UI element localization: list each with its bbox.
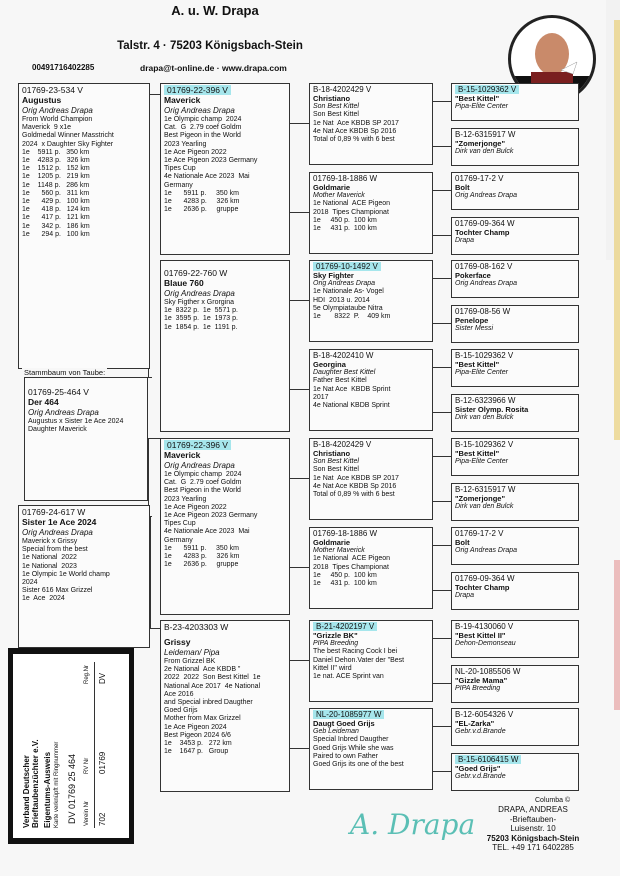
header-contact: drapa@t-online.de · www.drapa.com	[140, 63, 287, 73]
detail-line: 1e 431 p. 100 km	[313, 580, 377, 588]
detail-line: 2023 Yearling	[164, 140, 207, 148]
breeder: Mother Maverick	[313, 192, 365, 200]
card-title: Eigentums-Ausweis	[43, 751, 52, 828]
breeder: Orig Andreas Drapa	[455, 280, 517, 288]
pigeon-name: "Best Kittel"	[455, 94, 500, 103]
ring-number: B-18-4202410 W	[313, 351, 374, 360]
header-address: Talstr. 4 · 75203 Königsbach-Stein	[117, 40, 303, 52]
ring-number: 01769-17-2 V	[455, 529, 504, 538]
detail-lines	[28, 418, 144, 434]
ring-number: 01769-09-364 W	[455, 574, 515, 583]
detail-line: Cat. G 2.79 coef Goldm	[164, 124, 242, 132]
pigeon-name: Goldmarie	[313, 538, 351, 547]
ring-number: 01769-08-56 W	[455, 307, 511, 316]
detail-line: Goed Grijs its one of the best	[313, 761, 404, 769]
detail-line: 1e 1854 p. 1e 1191 p.	[164, 323, 238, 331]
detail-line: Best Pigeon in the World	[164, 487, 241, 495]
pigeon-name: Tochter Champ	[455, 228, 510, 237]
detail-line: 1e Nat Ace KBDB Sprint	[313, 385, 391, 393]
pigeon-name: Grissy	[164, 637, 191, 647]
breeder: Orig Andreas Drapa	[455, 547, 517, 555]
card-rotated	[18, 658, 128, 834]
grandparent-card	[309, 260, 433, 342]
breeder: PIPA Breeding	[313, 640, 359, 648]
ring-number: B-21-4202197 V	[313, 622, 429, 632]
signature: A. Drapa	[350, 808, 476, 841]
detail-line: 1e 4283 p. 326 km	[22, 157, 90, 165]
detail-line: 1e Ace Pigeon 2024	[164, 723, 227, 731]
header-phone: 00491716402285	[32, 63, 95, 72]
pigeon-name: "Best Kittel II"	[455, 631, 506, 640]
great-grandparent-card	[451, 305, 579, 343]
detail-line: Paired to own Father	[313, 752, 378, 760]
detail-line: 1e National ACE Pigeon	[313, 555, 391, 563]
detail-lines	[313, 736, 429, 769]
ring-number: B-18-4202429 V	[313, 440, 372, 449]
detail-line: 1e 4283 p. 326 km	[164, 553, 240, 561]
detail-line: 1e 450 p. 100 km	[313, 216, 377, 224]
detail-line: Tipes Cup	[164, 520, 196, 528]
breeder: Orig Andreas Drapa	[164, 289, 235, 298]
grandparent-card	[309, 172, 433, 254]
detail-line: 2024 x Daughter Sky Fighter	[22, 140, 114, 148]
detail-line: 1e 431 p. 100 km	[313, 225, 377, 233]
card-number: DV 01769 25 464	[67, 753, 77, 824]
breeder: Son Best Kittel	[313, 103, 359, 111]
grandparent-card	[309, 620, 433, 702]
pigeon-name: Maverick	[164, 95, 201, 105]
detail-line: 1e 4283 p. 326 km	[164, 198, 240, 206]
breeder: Dirk van den Bulck	[455, 503, 514, 511]
ring-number: B-15-6106415 W	[455, 755, 575, 765]
breeder: Orig Andreas Drapa	[313, 280, 375, 288]
detail-line: 1e 2636 p. gruppe	[164, 206, 239, 214]
detail-line: Cat. G 2.79 coef Goldm	[164, 479, 242, 487]
detail-line: 1e Ace 2024	[22, 595, 65, 603]
subject3-card	[18, 505, 150, 648]
detail-line: 1e 3453 p. 272 km	[164, 740, 232, 748]
detail-line: Goldmedal Winner Masstricht	[22, 132, 114, 140]
great-grandparent-card	[451, 83, 579, 121]
detail-line: Sky Figther x Grorgina	[164, 299, 235, 306]
detail-line: Germany	[164, 536, 193, 544]
detail-line: 1e 5911 p. 350 km	[164, 189, 239, 197]
breeder: Geb Leideman	[313, 728, 359, 736]
detail-line: Daniel Dehon.Vater der "Best	[313, 656, 405, 664]
detail-line: and Special inbred Daugther	[164, 699, 253, 707]
detail-line: 1e 560 p. 311 km	[22, 189, 90, 197]
breeder: Orig Andreas Drapa	[22, 528, 93, 537]
pigeon-name: "EL-Zarka"	[455, 719, 495, 728]
detail-lines	[164, 658, 286, 756]
card-rv-value: 01769	[98, 751, 107, 774]
detail-line: 1e 2636 p. gruppe	[164, 561, 239, 569]
detail-line: 1e nat. ACE Sprint van	[313, 673, 384, 681]
pigeon-name: Pokerface	[455, 271, 491, 280]
great-grandparent-card	[451, 128, 579, 166]
breeder: Gebr.v.d.Brande	[455, 773, 506, 781]
detail-line: Germany	[164, 181, 193, 189]
ring-number: NL-20-1085506 W	[455, 667, 521, 676]
pigeon-name: "Best Kittel"	[455, 360, 500, 369]
ring-number: 01769-17-2 V	[455, 174, 504, 183]
detail-line: 1e Nat Ace KBDB SP 2017	[313, 474, 399, 482]
breeder: Dehon-Demonseau	[455, 640, 516, 648]
ring-number: 01769-23-534 V	[22, 85, 83, 95]
breeder: Mother Maverick	[313, 547, 365, 555]
detail-line: 1e 5911 p. 350 km	[164, 544, 239, 552]
breeder: Drapa	[455, 592, 475, 600]
detail-line: Mother from Max Grizzel	[164, 715, 241, 723]
detail-line: From Grizzel BK	[164, 658, 216, 665]
detail-line: Goed Grijs	[164, 707, 198, 715]
detail-line: 2e National Ace KBDB "	[164, 666, 241, 674]
detail-line: Maverick x Grissy	[22, 538, 78, 545]
great-grandparent-card	[451, 217, 579, 255]
detail-line: 1e National 2023	[22, 562, 77, 570]
ring-number: 01769-10-1492 V	[313, 262, 429, 272]
detail-line: 1e 1205 p. 219 km	[22, 173, 90, 181]
detail-line: 1e Olympic 1e World champ	[22, 570, 110, 578]
detail-line: 2022 2022 Son Best Kittel 1e	[164, 674, 261, 682]
detail-line: The best Racing Cock I bei	[313, 648, 398, 656]
detail-line: Son Best Kittel	[313, 111, 359, 119]
detail-line: Special from the best	[22, 546, 88, 554]
ring-number: B-15-1029362 V	[455, 351, 514, 360]
detail-lines	[313, 466, 429, 499]
detail-line: 1e Ace Pigeon 2022	[164, 503, 227, 511]
great-grandparent-card	[451, 172, 579, 210]
detail-line: Goed Grijs While she was	[313, 744, 394, 752]
great-grandparent-card	[451, 349, 579, 387]
great-grandparent-card	[451, 438, 579, 476]
detail-line: 1e 1647 p. Group	[164, 748, 229, 756]
detail-line: 1e 5911 p. 350 km	[22, 148, 90, 156]
ring-number: 01769-24-617 W	[22, 507, 86, 517]
breeder-stamp: DRAPA, ANDREAS -Brieftauben- Luisenstr. 10 75203 Königsbach-Stein TEL. +49 171 6402285	[486, 805, 580, 852]
detail-line: Ace 2016	[164, 690, 194, 698]
detail-line: Maverick 9 x1e	[22, 124, 72, 132]
pigeon-name: Sister Olymp. Rosita	[455, 405, 529, 414]
ring-number: B-23-4203303 W	[164, 622, 229, 632]
ring-number: B-12-6315917 W	[455, 485, 516, 494]
detail-line: Special Inbred Daugther	[313, 736, 389, 744]
detail-line: 5e Olympiataube Nitra	[313, 304, 383, 312]
detail-lines	[22, 538, 146, 604]
detail-line: Daughter Maverick	[28, 426, 87, 434]
great-grandparent-card	[451, 665, 579, 703]
ring-number: 01769-09-364 W	[455, 219, 515, 228]
detail-lines	[313, 111, 429, 144]
pigeon-name: Der 464	[28, 397, 59, 407]
breeder: Dirk van den Bulck	[455, 148, 514, 156]
detail-line: 1e 3595 p. 1e 1973 p.	[164, 315, 238, 323]
detail-line: 1e 418 p. 124 km	[22, 206, 90, 214]
detail-line: Tipes Cup	[164, 165, 196, 173]
ring-number: 01769-22-396 V	[164, 440, 286, 450]
ring-number: 01769-22-760 W	[164, 268, 228, 278]
great-grandparent-card	[451, 708, 579, 746]
great-grandparent-card	[451, 620, 579, 658]
detail-line: 1e 450 p. 100 km	[313, 571, 377, 579]
detail-line: From World Champion	[22, 116, 93, 123]
detail-line: Son Best Kittel	[313, 466, 359, 474]
pigeon-name: Augustus	[22, 95, 62, 105]
detail-line: 1e Ace Pigeon 2023 Germany	[164, 512, 258, 520]
detail-line: 1e Olympic champ 2024	[164, 116, 242, 123]
detail-line: 4e National KBDB Sprint	[313, 402, 390, 410]
pigeon-name: Sky Fighter	[313, 271, 354, 280]
flag-stripe-gold	[614, 20, 620, 440]
card-reg-value: DV	[98, 672, 107, 684]
detail-line: 1e Nat Ace KBDB SP 2017	[313, 119, 399, 127]
detail-line: Father Best Kittel	[313, 377, 367, 385]
detail-line: 1e Nationale As- Vogel	[313, 288, 384, 296]
pigeon-name: Sister 1e Ace 2024	[22, 517, 97, 527]
ring-number: 01769-18-1886 W	[313, 529, 378, 538]
ring-number: 01769-25-464 V	[28, 387, 89, 397]
pigeon-name: Bolt	[455, 538, 470, 547]
detail-line: HDI 2013 u. 2014	[313, 296, 370, 304]
breeder: Orig Andreas Drapa	[22, 106, 93, 115]
parent-card	[160, 620, 290, 792]
detail-lines	[313, 288, 429, 321]
detail-line: 2023 Yearling	[164, 495, 207, 503]
card-subtitle: Karte verknüpft mit Ringnummer	[54, 741, 60, 828]
pigeon-name: Blaue 760	[164, 278, 204, 288]
detail-line: Best Pigeon 2024 6/6	[164, 731, 231, 739]
detail-line: 1e 8322 P. 409 km	[313, 313, 391, 321]
breeder: Leideman/ Pipa	[164, 648, 220, 657]
great-grandparent-card	[451, 260, 579, 298]
breeder: Gebr.v.d.Brande	[455, 728, 506, 736]
detail-line: 1e 294 p. 100 km	[22, 230, 90, 238]
detail-line: 1e 429 p. 100 km	[22, 198, 90, 206]
detail-line: 4e Nationale Ace 2023 Mai	[164, 173, 250, 181]
breeder: Orig Andreas Drapa	[28, 408, 99, 417]
breeder: Orig Andreas Drapa	[164, 461, 235, 470]
detail-line: 1e Olympic champ 2024	[164, 471, 242, 478]
breeder: PIPA Breeding	[455, 685, 501, 693]
ring-number: 01769-08-162 V	[455, 262, 513, 271]
pigeon-name: Maverick	[164, 450, 201, 460]
ring-number: B-12-6054326 V	[455, 710, 514, 719]
detail-lines	[313, 555, 429, 588]
detail-line: 4e Nat Ace KBDB Sp 2016	[313, 482, 397, 490]
grandparent-card	[309, 438, 433, 520]
detail-lines	[313, 648, 429, 681]
card-verein-value: 702	[98, 812, 107, 826]
ring-number: B-15-1029362 V	[455, 85, 575, 95]
detail-line: 2017	[313, 393, 329, 401]
pigeon-name: "Best Kittel"	[455, 449, 500, 458]
ring-number: 01769-22-396 V	[164, 85, 286, 95]
detail-line: Kittel II" wird	[313, 664, 352, 672]
pigeon-name: "Zomerjonge"	[455, 139, 506, 148]
detail-line: 1e 342 p. 186 km	[22, 222, 90, 230]
detail-lines	[313, 377, 429, 410]
pigeon-name: Penelope	[455, 316, 489, 325]
grandparent-card	[309, 527, 433, 609]
breeder: Sister Messi	[455, 325, 494, 333]
pigeon-name: Goldmarie	[313, 183, 351, 192]
great-grandparent-card	[451, 753, 579, 791]
pigeon-name: Tochter Champ	[455, 583, 510, 592]
ring-number: B-12-6323966 W	[455, 396, 516, 405]
card-verein-label: Verein Nr	[84, 800, 90, 826]
ring-number: B-12-6315917 W	[455, 130, 516, 139]
breeder: Son Best Kittel	[313, 458, 359, 466]
card-rv-label: RV Nr	[84, 757, 90, 774]
detail-line: 4e Nat Ace KBDB Sp 2016	[313, 127, 397, 135]
card-reg-label: Reg.Nr	[84, 664, 90, 684]
detail-line: Total of 0,89 % with 6 best	[313, 491, 395, 499]
parent-card	[160, 438, 290, 615]
grandparent-card	[309, 83, 433, 165]
pigeon-name: "Zomerjonge"	[455, 494, 506, 503]
detail-line: Sister 616 Max Grizzel	[22, 587, 93, 595]
grandparent-card	[309, 708, 433, 790]
detail-line: 2018 Tipes Championat	[313, 563, 389, 571]
detail-lines	[164, 116, 286, 214]
ring-number: B-18-4202429 V	[313, 85, 372, 94]
grandparent-card	[309, 349, 433, 431]
pigeon-name: Georgina	[313, 360, 346, 369]
pigeon-name: "Goed Grijs"	[455, 764, 501, 773]
breeder: Dirk van den Bulck	[455, 414, 514, 422]
card-org: Verband Deutscher Brieftaubenzüchter e.V.	[22, 739, 40, 828]
ring-number: 01769-18-1886 W	[313, 174, 378, 183]
breeder: Drapa	[455, 237, 475, 245]
subject-card	[18, 83, 150, 369]
pigeon-name: Bolt	[455, 183, 470, 192]
flag-stripe-red	[614, 560, 620, 710]
stammbaum-label: Stammbaum von Taube:	[24, 368, 106, 377]
page-title: A. u. W. Drapa	[171, 3, 259, 18]
detail-lines	[313, 200, 429, 233]
detail-line: 1e 417 p. 121 km	[22, 214, 90, 222]
great-grandparent-card	[451, 527, 579, 565]
detail-line: 1e 1148 p. 286 km	[22, 181, 90, 189]
breeder: Pipa-Elite Center	[455, 458, 508, 466]
breeder: Orig Andreas Drapa	[164, 106, 235, 115]
pigeon-name: "Gizzle Mama"	[455, 676, 508, 685]
detail-line: 2024	[22, 579, 38, 587]
detail-line: 1e Ace Pigeon 2023 Germany	[164, 157, 258, 165]
detail-line: Total of 0,89 % with 6 best	[313, 136, 395, 144]
detail-line: 2018 Tipes Championat	[313, 208, 389, 216]
detail-line: Best Pigeon in the World	[164, 132, 241, 140]
detail-line: 1e National 2022	[22, 554, 77, 562]
breeder: Pipa-Elite Center	[455, 103, 508, 111]
detail-line: Augustus x Sister 1e Ace 2024	[28, 418, 124, 425]
pigeon-name: Daugt Goed Grijs	[313, 719, 375, 728]
detail-lines	[164, 471, 286, 569]
detail-line: 1e 1512 p. 152 km	[22, 165, 90, 173]
detail-line: 1e 8322 p. 1e 5571 p.	[164, 307, 238, 315]
detail-line: 1e National ACE Pigeon	[313, 200, 391, 208]
subject2-card	[24, 377, 148, 501]
ring-number: NL-20-1085977 W	[313, 710, 429, 720]
pigeon-name: Christiano	[313, 449, 351, 458]
detail-line: 4e Nationale Ace 2023 Mai	[164, 528, 250, 536]
pigeon-name: "Grizzle BK"	[313, 631, 358, 640]
parent-card	[160, 260, 290, 432]
parent-card	[160, 83, 290, 255]
pigeon-name: Christiano	[313, 94, 351, 103]
breeder: Daughter Best Kittel	[313, 369, 376, 377]
detail-line: 1e Ace Pigeon 2022	[164, 148, 227, 156]
great-grandparent-card	[451, 394, 579, 432]
breeder: Pipa-Elite Center	[455, 369, 508, 377]
detail-line: National Ace 2017 4e National	[164, 682, 261, 690]
great-grandparent-card	[451, 483, 579, 521]
detail-lines	[164, 299, 286, 332]
ring-number: B-19-4130060 V	[455, 622, 514, 631]
ownership-card	[8, 648, 134, 844]
ring-number: B-15-1029362 V	[455, 440, 514, 449]
detail-lines	[22, 116, 146, 239]
breeder: Orig Andreas Drapa	[455, 192, 517, 200]
great-grandparent-card	[451, 572, 579, 610]
columba-mark: Columba ©	[535, 797, 571, 804]
